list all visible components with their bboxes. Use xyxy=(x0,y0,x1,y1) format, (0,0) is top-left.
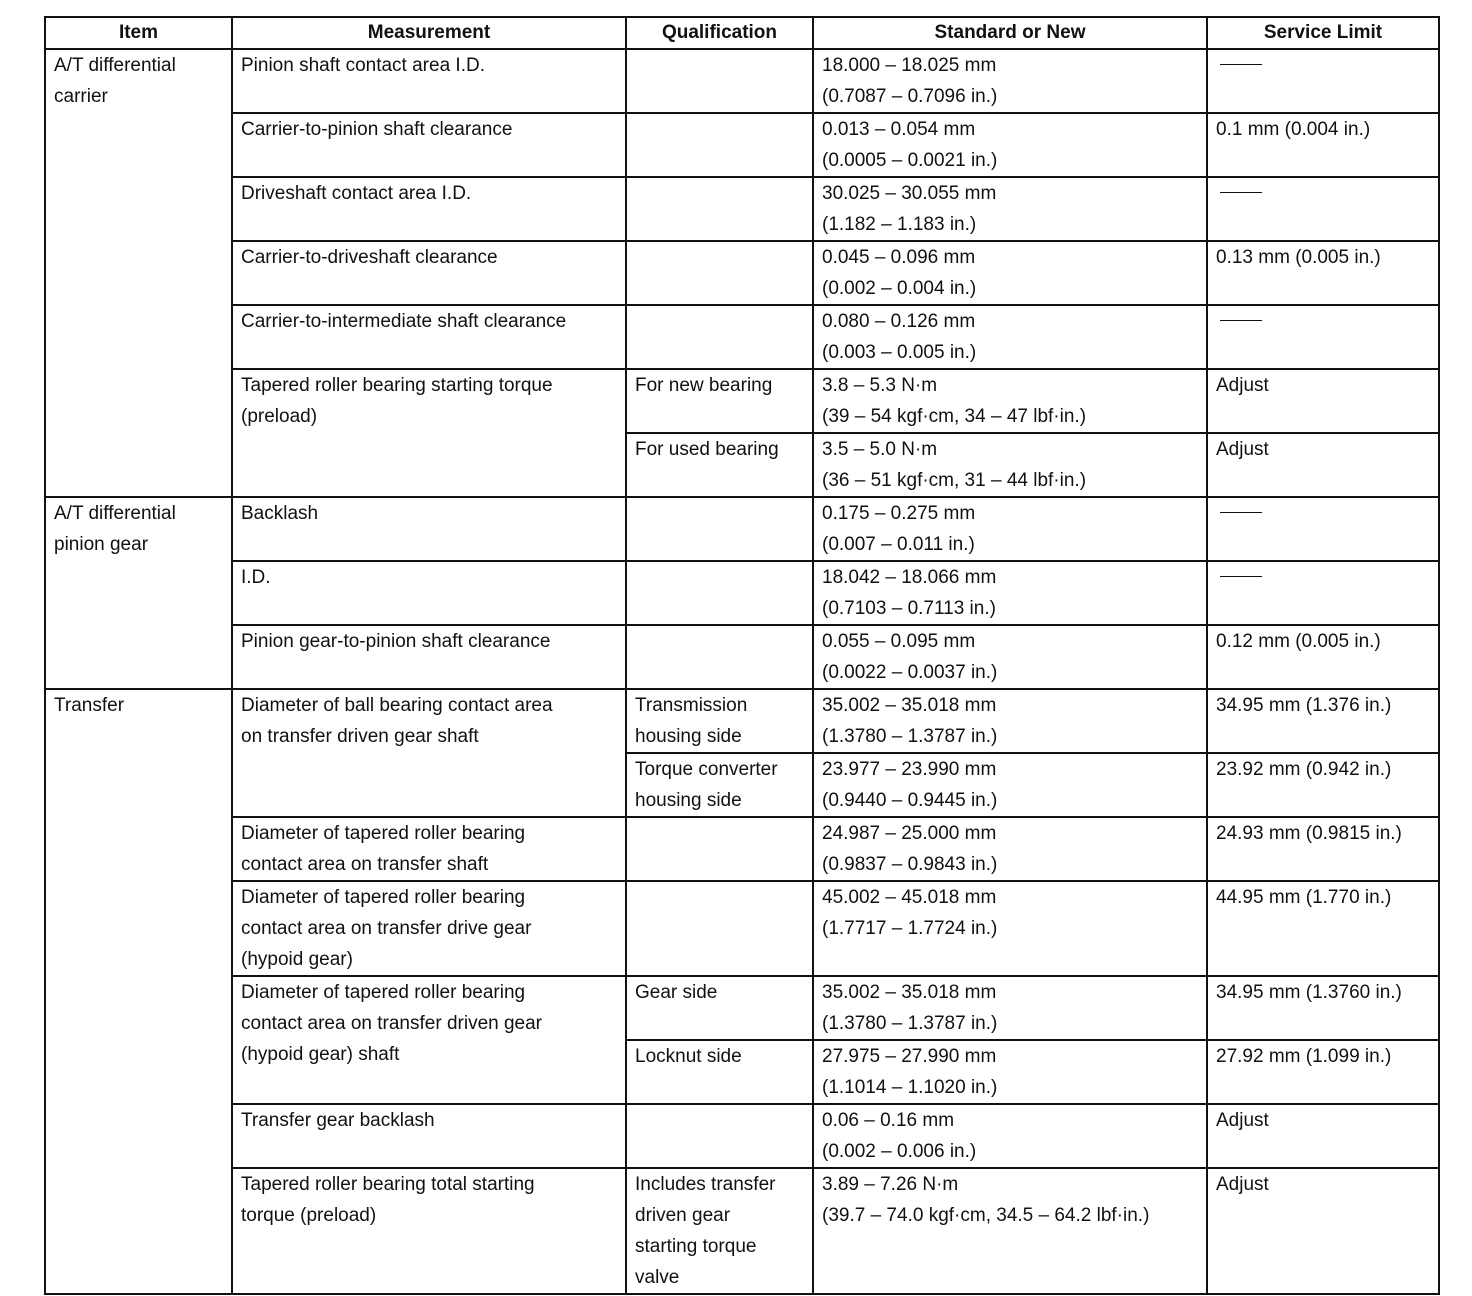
qualification-cell-line: starting torque xyxy=(635,1236,757,1257)
measurement-cell-line: contact area on transfer drive gear xyxy=(241,918,532,939)
qualification-cell xyxy=(626,369,813,433)
qualification-cell-line: housing side xyxy=(635,790,742,811)
standard-cell-line: 3.8 – 5.3 N·m xyxy=(822,375,938,396)
item-cell-line: Transfer xyxy=(54,695,125,716)
measurement-cell xyxy=(232,369,626,497)
service-limit-value: 23.92 mm (0.942 in.) xyxy=(1216,759,1392,780)
measurement-cell-line: torque (preload) xyxy=(241,1205,377,1226)
item-cell xyxy=(45,497,232,689)
measurement-cell-line: (hypoid gear) xyxy=(241,949,353,970)
measurement-cell-line: (hypoid gear) shaft xyxy=(241,1044,400,1065)
service-limit-cell xyxy=(1207,49,1439,113)
service-limit-value: Adjust xyxy=(1216,375,1269,396)
standard-cell-line: 35.002 – 35.018 mm xyxy=(822,982,997,1003)
table-row xyxy=(45,881,1439,976)
standard-cell-line: (0.9440 – 0.9445 in.) xyxy=(822,790,998,811)
service-limit-value: 0.12 mm (0.005 in.) xyxy=(1216,631,1381,652)
standard-cell xyxy=(813,976,1207,1040)
service-limit-value: 24.93 mm (0.9815 in.) xyxy=(1216,823,1402,844)
standard-cell-line: (36 – 51 kgf·cm, 31 – 44 lbf·in.) xyxy=(822,470,1087,491)
measurement-cell-line: Driveshaft contact area I.D. xyxy=(241,183,472,204)
service-limit-cell xyxy=(1207,689,1439,753)
table-row xyxy=(45,561,1439,625)
standard-cell xyxy=(813,881,1207,976)
measurement-cell-line: Pinion shaft contact area I.D. xyxy=(241,55,485,76)
header-standard: Standard or New xyxy=(813,17,1207,49)
header-row xyxy=(45,17,1439,49)
standard-cell-line: (0.002 – 0.006 in.) xyxy=(822,1141,977,1162)
measurement-cell-line: Carrier-to-pinion shaft clearance xyxy=(241,119,513,140)
table-row xyxy=(45,369,1439,433)
standard-cell xyxy=(813,1104,1207,1168)
measurement-cell-line: Carrier-to-intermediate shaft clearance xyxy=(241,311,567,332)
qualification-cell-line: Includes transfer xyxy=(635,1174,776,1195)
service-limit-value: 34.95 mm (1.3760 in.) xyxy=(1216,982,1402,1003)
standard-cell-line: 30.025 – 30.055 mm xyxy=(822,183,997,204)
service-limit-cell xyxy=(1207,625,1439,689)
service-limit-cell xyxy=(1207,817,1439,881)
qualification-cell-line: Locknut side xyxy=(635,1046,742,1067)
standard-cell-line: (0.7087 – 0.7096 in.) xyxy=(822,86,998,107)
service-limit-cell xyxy=(1207,433,1439,497)
measurement-cell xyxy=(232,561,626,625)
qualification-cell-line: Transmission xyxy=(635,695,748,716)
table-row xyxy=(45,625,1439,689)
qualification-cell xyxy=(626,561,813,625)
standard-cell-line: (0.003 – 0.005 in.) xyxy=(822,342,977,363)
standard-cell-line: (0.002 – 0.004 in.) xyxy=(822,278,977,299)
measurement-cell-line: Diameter of tapered roller bearing xyxy=(241,887,526,908)
measurement-cell xyxy=(232,241,626,305)
qualification-cell xyxy=(626,753,813,817)
measurement-cell xyxy=(232,177,626,241)
qualification-cell xyxy=(626,881,813,976)
qualification-cell xyxy=(626,1040,813,1104)
standard-cell-line: 35.002 – 35.018 mm xyxy=(822,695,997,716)
standard-cell-line: 0.055 – 0.095 mm xyxy=(822,631,976,652)
measurement-cell-line: Carrier-to-driveshaft clearance xyxy=(241,247,498,268)
service-limit-value: 34.95 mm (1.376 in.) xyxy=(1216,695,1392,716)
table-row xyxy=(45,689,1439,753)
item-cell-line: carrier xyxy=(54,86,108,107)
standard-cell-line: 3.5 – 5.0 N·m xyxy=(822,439,938,460)
table-row xyxy=(45,305,1439,369)
measurement-cell-line: I.D. xyxy=(241,567,271,588)
header-item: Item xyxy=(45,17,232,49)
qualification-cell-line: For used bearing xyxy=(635,439,779,460)
qualification-cell xyxy=(626,177,813,241)
service-limit-value: 44.95 mm (1.770 in.) xyxy=(1216,887,1392,908)
service-limit-cell xyxy=(1207,561,1439,625)
no-value-dash xyxy=(1220,512,1262,513)
measurement-cell-line: on transfer driven gear shaft xyxy=(241,726,479,747)
standard-cell-line: 0.045 – 0.096 mm xyxy=(822,247,976,268)
standard-cell-line: (39 – 54 kgf·cm, 34 – 47 lbf·in.) xyxy=(822,406,1087,427)
standard-cell xyxy=(813,113,1207,177)
measurement-cell-line: contact area on transfer driven gear xyxy=(241,1013,543,1034)
standard-cell xyxy=(813,305,1207,369)
qualification-cell xyxy=(626,497,813,561)
table-row xyxy=(45,817,1439,881)
item-cell-line: A/T differential xyxy=(54,55,176,76)
qualification-cell xyxy=(626,305,813,369)
service-limit-cell xyxy=(1207,369,1439,433)
measurement-cell-line: contact area on transfer shaft xyxy=(241,854,489,875)
standard-cell-line: (1.3780 – 1.3787 in.) xyxy=(822,1013,998,1034)
standard-cell xyxy=(813,1040,1207,1104)
service-limit-cell xyxy=(1207,305,1439,369)
no-value-dash xyxy=(1220,320,1262,321)
table-row xyxy=(45,976,1439,1040)
service-spec-table xyxy=(44,16,1440,1295)
qualification-cell xyxy=(626,1104,813,1168)
service-limit-cell xyxy=(1207,1104,1439,1168)
qualification-cell xyxy=(626,49,813,113)
standard-cell xyxy=(813,561,1207,625)
measurement-cell xyxy=(232,625,626,689)
measurement-cell xyxy=(232,305,626,369)
standard-cell xyxy=(813,817,1207,881)
measurement-cell-line: Tapered roller bearing total starting xyxy=(241,1174,535,1195)
standard-cell-line: 27.975 – 27.990 mm xyxy=(822,1046,997,1067)
measurement-cell-line: Backlash xyxy=(241,503,319,524)
standard-cell-line: 18.000 – 18.025 mm xyxy=(822,55,997,76)
service-limit-cell xyxy=(1207,753,1439,817)
service-limit-cell xyxy=(1207,881,1439,976)
standard-cell-line: (1.3780 – 1.3787 in.) xyxy=(822,726,998,747)
measurement-cell xyxy=(232,113,626,177)
table-row xyxy=(45,497,1439,561)
standard-cell-line: 45.002 – 45.018 mm xyxy=(822,887,997,908)
qualification-cell xyxy=(626,817,813,881)
measurement-cell xyxy=(232,689,626,817)
qualification-cell xyxy=(626,433,813,497)
header-measurement: Measurement xyxy=(232,17,626,49)
qualification-cell xyxy=(626,1168,813,1294)
standard-cell-line: (0.9837 – 0.9843 in.) xyxy=(822,854,998,875)
service-limit-value: Adjust xyxy=(1216,1174,1269,1195)
table-row xyxy=(45,177,1439,241)
qualification-cell-line: Gear side xyxy=(635,982,718,1003)
item-cell xyxy=(45,689,232,1294)
standard-cell xyxy=(813,689,1207,753)
measurement-cell xyxy=(232,497,626,561)
standard-cell-line: (1.182 – 1.183 in.) xyxy=(822,214,977,235)
standard-cell-line: (0.0022 – 0.0037 in.) xyxy=(822,662,998,683)
measurement-cell-line: Pinion gear-to-pinion shaft clearance xyxy=(241,631,551,652)
measurement-cell-line: Diameter of tapered roller bearing xyxy=(241,982,526,1003)
service-limit-value: 0.13 mm (0.005 in.) xyxy=(1216,247,1381,268)
qualification-cell xyxy=(626,976,813,1040)
standard-cell xyxy=(813,625,1207,689)
measurement-cell xyxy=(232,976,626,1104)
service-limit-value: Adjust xyxy=(1216,1110,1269,1131)
table-row xyxy=(45,113,1439,177)
service-limit-cell xyxy=(1207,177,1439,241)
standard-cell-line: (1.1014 – 1.1020 in.) xyxy=(822,1077,998,1098)
item-cell xyxy=(45,49,232,497)
qualification-cell-line: housing side xyxy=(635,726,742,747)
measurement-cell-line: Diameter of ball bearing contact area xyxy=(241,695,553,716)
header-service-limit: Service Limit xyxy=(1207,17,1439,49)
standard-cell xyxy=(813,1168,1207,1294)
header-qualification: Qualification xyxy=(626,17,813,49)
measurement-cell xyxy=(232,817,626,881)
service-limit-cell xyxy=(1207,241,1439,305)
service-limit-cell xyxy=(1207,976,1439,1040)
standard-cell-line: 3.89 – 7.26 N·m xyxy=(822,1174,959,1195)
service-limit-value: Adjust xyxy=(1216,439,1269,460)
standard-cell-line: 0.175 – 0.275 mm xyxy=(822,503,976,524)
standard-cell-line: 0.080 – 0.126 mm xyxy=(822,311,976,332)
qualification-cell xyxy=(626,625,813,689)
service-limit-cell xyxy=(1207,497,1439,561)
table-row xyxy=(45,241,1439,305)
item-cell-line: pinion gear xyxy=(54,534,149,555)
standard-cell xyxy=(813,369,1207,433)
qualification-cell xyxy=(626,241,813,305)
standard-cell-line: 18.042 – 18.066 mm xyxy=(822,567,997,588)
qualification-cell xyxy=(626,113,813,177)
service-limit-cell xyxy=(1207,113,1439,177)
service-limit-cell xyxy=(1207,1040,1439,1104)
table-row xyxy=(45,1104,1439,1168)
item-cell-line: A/T differential xyxy=(54,503,176,524)
measurement-cell xyxy=(232,1104,626,1168)
standard-cell xyxy=(813,753,1207,817)
no-value-dash xyxy=(1220,192,1262,193)
table-row xyxy=(45,1168,1439,1294)
measurement-cell-line: (preload) xyxy=(241,406,318,427)
no-value-dash xyxy=(1220,64,1262,65)
service-limit-cell xyxy=(1207,1168,1439,1294)
qualification-cell-line: driven gear xyxy=(635,1205,731,1226)
standard-cell xyxy=(813,433,1207,497)
qualification-cell-line: For new bearing xyxy=(635,375,773,396)
standard-cell-line: (1.7717 – 1.7724 in.) xyxy=(822,918,998,939)
measurement-cell-line: Tapered roller bearing starting torque xyxy=(241,375,553,396)
measurement-cell xyxy=(232,881,626,976)
measurement-cell-line: Diameter of tapered roller bearing xyxy=(241,823,526,844)
standard-cell xyxy=(813,49,1207,113)
standard-cell xyxy=(813,177,1207,241)
standard-cell-line: 24.987 – 25.000 mm xyxy=(822,823,997,844)
standard-cell xyxy=(813,241,1207,305)
qualification-cell-line: Torque converter xyxy=(635,759,778,780)
service-limit-value: 27.92 mm (1.099 in.) xyxy=(1216,1046,1392,1067)
qualification-cell-line: valve xyxy=(635,1267,680,1288)
measurement-cell-line: Transfer gear backlash xyxy=(241,1110,435,1131)
standard-cell-line: (0.0005 – 0.0021 in.) xyxy=(822,150,998,171)
standard-cell-line: 0.06 – 0.16 mm xyxy=(822,1110,955,1131)
standard-cell-line: (39.7 – 74.0 kgf·cm, 34.5 – 64.2 lbf·in.) xyxy=(822,1205,1150,1226)
standard-cell-line: 0.013 – 0.054 mm xyxy=(822,119,976,140)
standard-cell-line: 23.977 – 23.990 mm xyxy=(822,759,997,780)
table-row xyxy=(45,49,1439,113)
standard-cell-line: (0.7103 – 0.7113 in.) xyxy=(822,598,996,619)
standard-cell xyxy=(813,497,1207,561)
no-value-dash xyxy=(1220,576,1262,577)
service-limit-value: 0.1 mm (0.004 in.) xyxy=(1216,119,1371,140)
standard-cell-line: (0.007 – 0.011 in.) xyxy=(822,534,975,555)
measurement-cell xyxy=(232,49,626,113)
measurement-cell xyxy=(232,1168,626,1294)
qualification-cell xyxy=(626,689,813,753)
